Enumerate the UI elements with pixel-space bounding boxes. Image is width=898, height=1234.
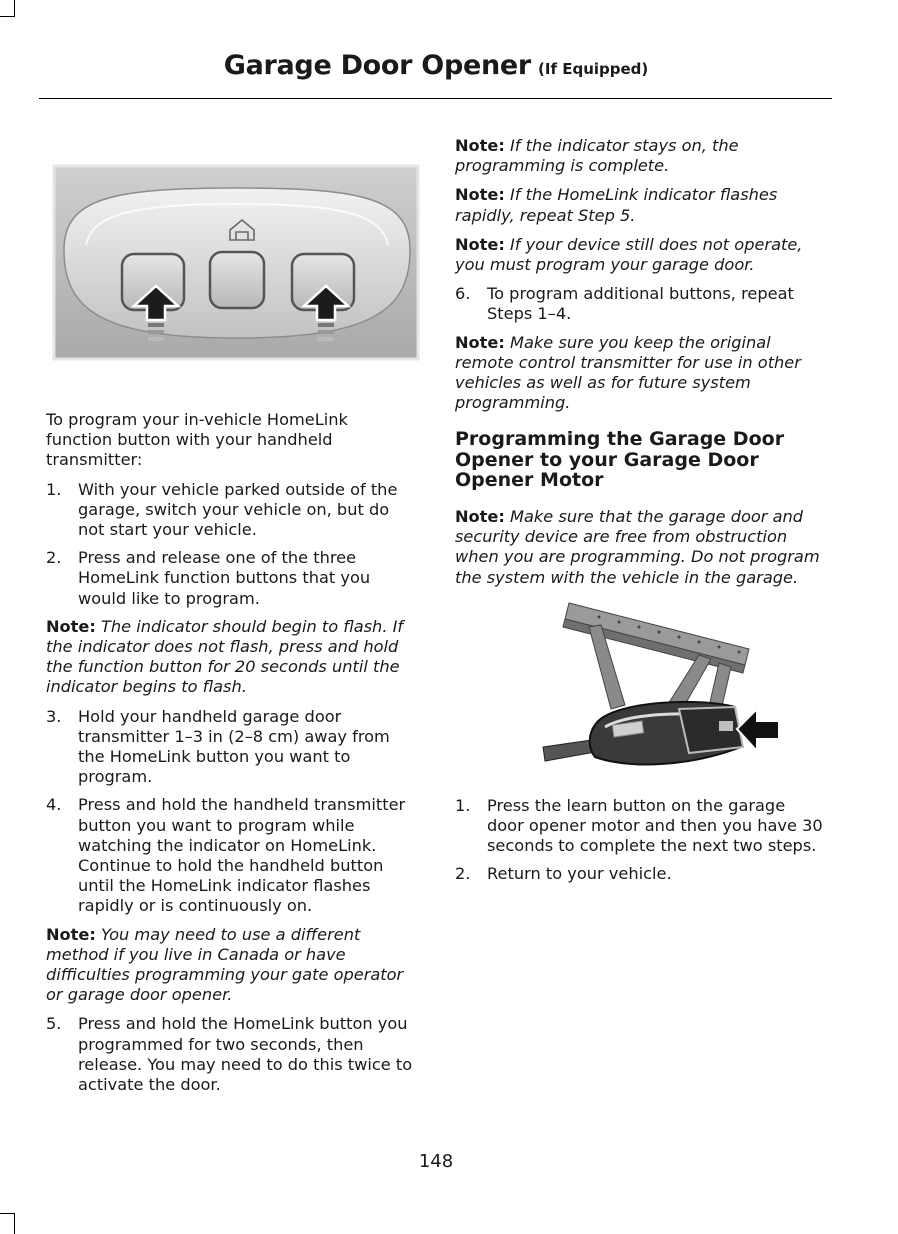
list-item [455, 864, 827, 884]
page-title [40, 50, 832, 81]
note-label: Note: [46, 924, 96, 944]
garage-door-opener-motor-illustration [539, 597, 789, 777]
note-label: Note: [455, 234, 505, 254]
left-column [46, 150, 418, 1103]
note [455, 507, 827, 588]
page-title-main: Garage Door Opener [223, 50, 531, 81]
step-text: Press the learn button on the garage door opener motor and then you have 30 seconds to complete the next two steps. [487, 795, 823, 856]
note [455, 333, 827, 414]
list-item [46, 795, 418, 916]
list-item [46, 707, 418, 788]
note-text: If your device still does not operate, you must program your garage door. [455, 234, 803, 275]
section-heading: Programming the Garage Door Opener to your Garage Door Opener Motor [455, 428, 785, 492]
note-text: If the indicator stays on, the programming is complete. [455, 136, 739, 176]
step-text: Return to your vehicle. [487, 864, 672, 884]
note [455, 185, 827, 225]
note-text: Make sure that the garage door and security device are free from obstruction when you are programming. Do not program the system with the vehicle in the garage. [455, 506, 820, 587]
step-text: To program additional buttons, repeat Steps 1–4. [487, 284, 794, 324]
homelink-buttons-illustration [52, 160, 422, 365]
intro-paragraph: To program your in-vehicle HomeLink function button with your handheld transmitter: [46, 410, 348, 470]
step-text: Hold your handheld garage door transmitter 1–3 in (2–8 cm) away from the HomeLink button you want to program. [78, 706, 390, 787]
step-number: 4. [46, 795, 62, 815]
step-number: 1. [46, 479, 62, 499]
step-number: 1. [455, 795, 471, 815]
right-column [455, 136, 827, 893]
list-item [455, 796, 827, 857]
step-text: Press and release one of the three HomeLink function buttons that you would like to program. [78, 548, 371, 608]
page-number: 148 [418, 1151, 454, 1172]
crop-mark [14, 1213, 15, 1234]
list-item [455, 284, 827, 324]
note-text: You may need to use a different method if you live in Canada or have difficulties programming your gate operator or garage door opener. [46, 924, 404, 1005]
note-label: Note: [455, 136, 505, 155]
note [46, 617, 418, 698]
note [46, 925, 418, 1006]
step-number: 3. [46, 706, 62, 726]
crop-mark [0, 16, 14, 17]
note-text: Make sure you keep the original remote control transmitter for use in other vehicles as well as for future system programming. [455, 332, 801, 413]
crop-mark [14, 0, 15, 17]
list-item [46, 480, 418, 541]
note [455, 235, 827, 275]
step-number: 2. [46, 548, 62, 568]
step-number: 6. [455, 284, 471, 304]
note [455, 136, 827, 176]
note-label: Note: [455, 506, 505, 526]
note-text: The indicator should begin to flash. If the indicator does not flash, press and hold the function button for 20 seconds until the indicator begins to flash. [46, 616, 404, 697]
note-label: Note: [455, 185, 505, 205]
note-text: If the HomeLink indicator flashes rapidly, repeat Step 5. [455, 185, 778, 225]
note-label: Note: [46, 616, 96, 636]
step-number: 2. [455, 864, 471, 884]
step-text: Press and hold the handheld transmitter button you want to program while watching the indicator on HomeLink. Continue to hold the handheld button until the HomeLink indicator flashes rapidly or is continuously on. [78, 795, 406, 916]
note-label: Note: [455, 332, 505, 352]
step-text: Press and hold the HomeLink button you programmed for two seconds, then release. You may need to do this twice to activate the door. [78, 1014, 413, 1095]
step-number: 5. [46, 1014, 62, 1034]
list-item [46, 1014, 418, 1095]
header-rule [39, 98, 832, 99]
crop-mark [0, 1213, 14, 1214]
page-title-subtitle: (If Equipped) [538, 60, 649, 78]
step-text: With your vehicle parked outside of the garage, switch your vehicle on, but do not start your vehicle. [78, 479, 398, 540]
list-item [46, 548, 418, 609]
